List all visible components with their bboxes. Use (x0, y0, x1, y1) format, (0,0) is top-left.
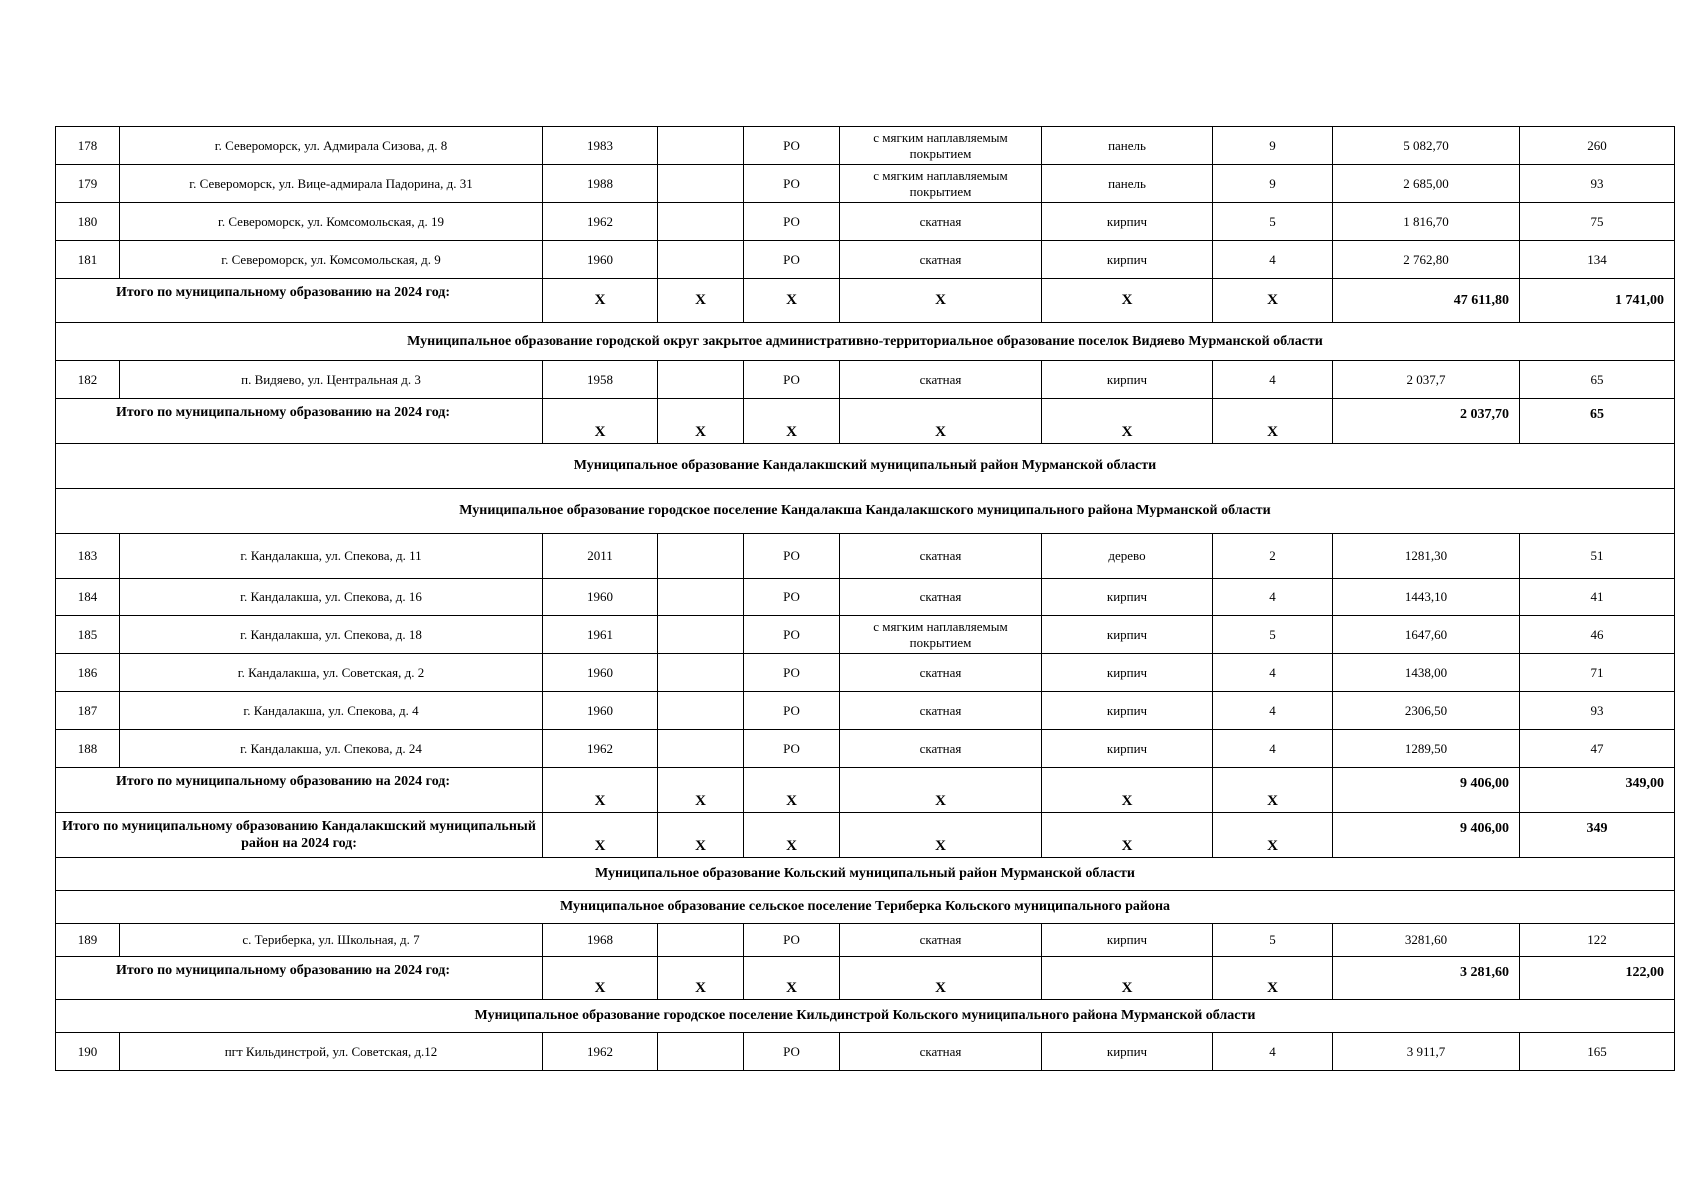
address-cell: г. Кандалакша, ул. Спекова, д. 4 (120, 692, 543, 730)
area-cell: 1438,00 (1333, 654, 1520, 692)
address-cell: г. Кандалакша, ул. Спекова, д. 11 (120, 534, 543, 579)
section-title: Муниципальное образование городской округ закрытое административно-территориальное образование поселок Видяево Мурманской области (56, 323, 1675, 361)
empty-cell (658, 127, 744, 165)
wall-material-cell: кирпич (1042, 361, 1213, 399)
fund-type-cell: РО (744, 165, 840, 203)
wall-material-cell: кирпич (1042, 692, 1213, 730)
total-area: 3 281,60 (1333, 957, 1520, 1000)
total-residents: 349 (1520, 813, 1675, 858)
section-row (56, 444, 1675, 489)
residents-cell: 46 (1520, 616, 1675, 654)
total-x-mark: X (1213, 768, 1333, 813)
total-x-mark: X (658, 813, 744, 858)
table-row (56, 692, 1675, 730)
total-x-mark: X (744, 279, 840, 323)
row-number: 182 (56, 361, 120, 399)
year-built-cell: 1960 (543, 579, 658, 616)
total-row (56, 279, 1675, 323)
total-x-mark: X (840, 813, 1042, 858)
total-residents: 65 (1520, 399, 1675, 444)
residents-cell: 93 (1520, 692, 1675, 730)
row-number: 179 (56, 165, 120, 203)
empty-cell (658, 1033, 744, 1071)
table-row (56, 165, 1675, 203)
row-number: 180 (56, 203, 120, 241)
empty-cell (658, 654, 744, 692)
total-x-mark: X (744, 399, 840, 444)
floors-cell: 4 (1213, 654, 1333, 692)
area-cell: 2306,50 (1333, 692, 1520, 730)
area-cell: 1281,30 (1333, 534, 1520, 579)
empty-cell (658, 579, 744, 616)
floors-cell: 9 (1213, 165, 1333, 203)
total-area: 47 611,80 (1333, 279, 1520, 323)
roof-type-cell: скатная (840, 534, 1042, 579)
address-cell: г. Североморск, ул. Адмирала Сизова, д. 8 (120, 127, 543, 165)
area-cell: 3 911,7 (1333, 1033, 1520, 1071)
year-built-cell: 1960 (543, 654, 658, 692)
row-number: 183 (56, 534, 120, 579)
total-label: Итого по муниципальному образованию на 2024 год: (56, 957, 543, 1000)
section-title: Муниципальное образование городское поселение Кильдинстрой Кольского муниципального района Мурманской области (56, 1000, 1675, 1033)
wall-material-cell: кирпич (1042, 579, 1213, 616)
roof-type-cell: скатная (840, 924, 1042, 957)
wall-material-cell: кирпич (1042, 924, 1213, 957)
residents-cell: 134 (1520, 241, 1675, 279)
total-x-mark: X (543, 279, 658, 323)
empty-cell (658, 361, 744, 399)
year-built-cell: 1983 (543, 127, 658, 165)
floors-cell: 5 (1213, 924, 1333, 957)
area-cell: 1647,60 (1333, 616, 1520, 654)
total-x-mark: X (840, 399, 1042, 444)
fund-type-cell: РО (744, 730, 840, 768)
wall-material-cell: кирпич (1042, 1033, 1213, 1071)
wall-material-cell: кирпич (1042, 730, 1213, 768)
section-row (56, 1000, 1675, 1033)
section-row (56, 891, 1675, 924)
total-x-mark: X (744, 957, 840, 1000)
empty-cell (658, 924, 744, 957)
roof-type-cell: скатная (840, 654, 1042, 692)
floors-cell: 5 (1213, 616, 1333, 654)
empty-cell (658, 692, 744, 730)
empty-cell (658, 203, 744, 241)
section-row (56, 489, 1675, 534)
total-row (56, 957, 1675, 1000)
roof-type-cell: с мягким наплавляемым покрытием (840, 127, 1042, 165)
address-cell: г. Кандалакша, ул. Спекова, д. 24 (120, 730, 543, 768)
empty-cell (658, 165, 744, 203)
section-title: Муниципальное образование сельское поселение Териберка Кольского муниципального района (56, 891, 1675, 924)
total-residents: 122,00 (1520, 957, 1675, 1000)
total-area: 2 037,70 (1333, 399, 1520, 444)
row-number: 186 (56, 654, 120, 692)
roof-type-cell: с мягким наплавляемым покрытием (840, 616, 1042, 654)
total-label: Итого по муниципальному образованию на 2024 год: (56, 279, 543, 323)
total-x-mark: X (658, 957, 744, 1000)
table-row (56, 534, 1675, 579)
address-cell: п. Видяево, ул. Центральная д. 3 (120, 361, 543, 399)
roof-type-cell: скатная (840, 692, 1042, 730)
row-number: 178 (56, 127, 120, 165)
floors-cell: 9 (1213, 127, 1333, 165)
floors-cell: 4 (1213, 361, 1333, 399)
wall-material-cell: дерево (1042, 534, 1213, 579)
wall-material-cell: кирпич (1042, 654, 1213, 692)
table-row (56, 616, 1675, 654)
residents-cell: 41 (1520, 579, 1675, 616)
empty-cell (658, 730, 744, 768)
address-cell: г. Кандалакша, ул. Советская, д. 2 (120, 654, 543, 692)
empty-cell (658, 616, 744, 654)
total-row (56, 813, 1675, 858)
floors-cell: 4 (1213, 692, 1333, 730)
area-cell: 3281,60 (1333, 924, 1520, 957)
roof-type-cell: скатная (840, 203, 1042, 241)
row-number: 187 (56, 692, 120, 730)
address-cell: г. Североморск, ул. Комсомольская, д. 19 (120, 203, 543, 241)
row-number: 188 (56, 730, 120, 768)
empty-cell (658, 534, 744, 579)
year-built-cell: 2011 (543, 534, 658, 579)
total-x-mark: X (1213, 957, 1333, 1000)
year-built-cell: 1960 (543, 692, 658, 730)
address-cell: г. Кандалакша, ул. Спекова, д. 18 (120, 616, 543, 654)
total-residents: 349,00 (1520, 768, 1675, 813)
address-cell: г. Североморск, ул. Вице-адмирала Падорина, д. 31 (120, 165, 543, 203)
total-label: Итого по муниципальному образованию на 2024 год: (56, 768, 543, 813)
total-x-mark: X (1042, 279, 1213, 323)
roof-type-cell: скатная (840, 1033, 1042, 1071)
total-row (56, 399, 1675, 444)
area-cell: 1289,50 (1333, 730, 1520, 768)
roof-type-cell: с мягким наплавляемым покрытием (840, 165, 1042, 203)
fund-type-cell: РО (744, 692, 840, 730)
total-x-mark: X (840, 768, 1042, 813)
address-cell: с. Териберка, ул. Школьная, д. 7 (120, 924, 543, 957)
residents-cell: 93 (1520, 165, 1675, 203)
total-x-mark: X (744, 768, 840, 813)
total-area: 9 406,00 (1333, 768, 1520, 813)
fund-type-cell: РО (744, 579, 840, 616)
table-row (56, 1033, 1675, 1071)
row-number: 185 (56, 616, 120, 654)
fund-type-cell: РО (744, 1033, 840, 1071)
floors-cell: 4 (1213, 730, 1333, 768)
year-built-cell: 1962 (543, 203, 658, 241)
table-row (56, 241, 1675, 279)
table-row (56, 361, 1675, 399)
housing-registry-table (55, 126, 1675, 1071)
total-row (56, 768, 1675, 813)
total-x-mark: X (658, 279, 744, 323)
fund-type-cell: РО (744, 203, 840, 241)
fund-type-cell: РО (744, 241, 840, 279)
table-row (56, 730, 1675, 768)
section-title: Муниципальное образование городское поселение Кандалакша Кандалакшского муниципального района Мурманской области (56, 489, 1675, 534)
row-number: 189 (56, 924, 120, 957)
area-cell: 2 762,80 (1333, 241, 1520, 279)
roof-type-cell: скатная (840, 730, 1042, 768)
residents-cell: 51 (1520, 534, 1675, 579)
floors-cell: 4 (1213, 241, 1333, 279)
residents-cell: 75 (1520, 203, 1675, 241)
table-row (56, 654, 1675, 692)
section-row (56, 323, 1675, 361)
total-x-mark: X (543, 813, 658, 858)
address-cell: пгт Кильдинстрой, ул. Советская, д.12 (120, 1033, 543, 1071)
roof-type-cell: скатная (840, 361, 1042, 399)
total-x-mark: X (658, 768, 744, 813)
area-cell: 2 037,7 (1333, 361, 1520, 399)
row-number: 181 (56, 241, 120, 279)
total-x-mark: X (543, 768, 658, 813)
total-area: 9 406,00 (1333, 813, 1520, 858)
empty-cell (658, 241, 744, 279)
address-cell: г. Кандалакша, ул. Спекова, д. 16 (120, 579, 543, 616)
area-cell: 1443,10 (1333, 579, 1520, 616)
total-x-mark: X (543, 957, 658, 1000)
year-built-cell: 1968 (543, 924, 658, 957)
table-row (56, 203, 1675, 241)
total-x-mark: X (1213, 279, 1333, 323)
total-label: Итого по муниципальному образованию Кандалакшский муниципальный район на 2024 год: (56, 813, 543, 858)
roof-type-cell: скатная (840, 579, 1042, 616)
area-cell: 1 816,70 (1333, 203, 1520, 241)
fund-type-cell: РО (744, 534, 840, 579)
fund-type-cell: РО (744, 361, 840, 399)
table-body (56, 127, 1675, 1071)
wall-material-cell: кирпич (1042, 616, 1213, 654)
residents-cell: 122 (1520, 924, 1675, 957)
wall-material-cell: панель (1042, 165, 1213, 203)
area-cell: 2 685,00 (1333, 165, 1520, 203)
section-row (56, 858, 1675, 891)
total-x-mark: X (840, 279, 1042, 323)
roof-type-cell: скатная (840, 241, 1042, 279)
wall-material-cell: панель (1042, 127, 1213, 165)
residents-cell: 47 (1520, 730, 1675, 768)
residents-cell: 71 (1520, 654, 1675, 692)
total-x-mark: X (543, 399, 658, 444)
fund-type-cell: РО (744, 616, 840, 654)
area-cell: 5 082,70 (1333, 127, 1520, 165)
year-built-cell: 1962 (543, 730, 658, 768)
total-x-mark: X (840, 957, 1042, 1000)
year-built-cell: 1960 (543, 241, 658, 279)
section-title: Муниципальное образование Кольский муниципальный район Мурманской области (56, 858, 1675, 891)
fund-type-cell: РО (744, 924, 840, 957)
row-number: 190 (56, 1033, 120, 1071)
total-x-mark: X (1042, 813, 1213, 858)
year-built-cell: 1962 (543, 1033, 658, 1071)
table-row (56, 127, 1675, 165)
year-built-cell: 1961 (543, 616, 658, 654)
total-x-mark: X (1213, 813, 1333, 858)
fund-type-cell: РО (744, 127, 840, 165)
address-cell: г. Североморск, ул. Комсомольская, д. 9 (120, 241, 543, 279)
row-number: 184 (56, 579, 120, 616)
table-row (56, 579, 1675, 616)
residents-cell: 65 (1520, 361, 1675, 399)
floors-cell: 5 (1213, 203, 1333, 241)
total-x-mark: X (1042, 768, 1213, 813)
wall-material-cell: кирпич (1042, 203, 1213, 241)
floors-cell: 4 (1213, 579, 1333, 616)
year-built-cell: 1958 (543, 361, 658, 399)
total-x-mark: X (744, 813, 840, 858)
fund-type-cell: РО (744, 654, 840, 692)
year-built-cell: 1988 (543, 165, 658, 203)
total-label: Итого по муниципальному образованию на 2024 год: (56, 399, 543, 444)
total-x-mark: X (1042, 399, 1213, 444)
floors-cell: 2 (1213, 534, 1333, 579)
floors-cell: 4 (1213, 1033, 1333, 1071)
total-x-mark: X (1213, 399, 1333, 444)
residents-cell: 165 (1520, 1033, 1675, 1071)
total-x-mark: X (658, 399, 744, 444)
wall-material-cell: кирпич (1042, 241, 1213, 279)
residents-cell: 260 (1520, 127, 1675, 165)
total-residents: 1 741,00 (1520, 279, 1675, 323)
total-x-mark: X (1042, 957, 1213, 1000)
table-row (56, 924, 1675, 957)
section-title: Муниципальное образование Кандалакшский муниципальный район Мурманской области (56, 444, 1675, 489)
